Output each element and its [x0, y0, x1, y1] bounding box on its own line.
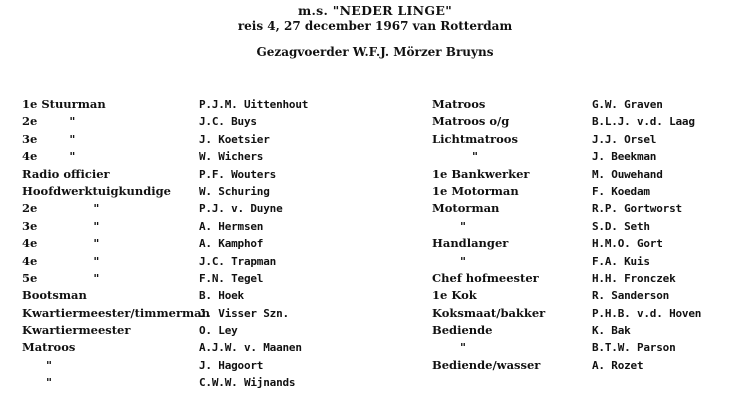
- crew-role: 1e Bankwerker: [432, 166, 530, 181]
- crew-list-left: [22, 96, 422, 392]
- crew-name: J. Beekman: [592, 150, 657, 164]
- crew-role: Kwartiermeester: [22, 323, 131, 338]
- crew-name: A.J.W. v. Maanen: [199, 341, 302, 355]
- crew-role: Hoofdwerktuigkundige: [22, 183, 171, 198]
- crew-row: [22, 166, 422, 183]
- crew-row: [22, 96, 422, 113]
- crew-name: O. Ley: [199, 324, 238, 338]
- crew-name: J. Visser Szn.: [199, 306, 289, 320]
- crew-name: H.M.O. Gort: [592, 237, 663, 251]
- crew-role: Motorman: [432, 201, 500, 216]
- crew-row: [22, 305, 422, 322]
- crew-role: 2e ": [22, 201, 100, 216]
- crew-name: P.J. v. Duyne: [199, 202, 283, 216]
- crew-role: Radio officier: [22, 166, 110, 181]
- crew-role: ": [22, 357, 53, 372]
- crew-name: K. Bak: [592, 324, 631, 338]
- crew-row: [22, 357, 422, 374]
- crew-name: J. Hagoort: [199, 358, 264, 372]
- crew-row: [432, 166, 732, 183]
- crew-row: [432, 339, 732, 356]
- crew-role: Matroos: [22, 340, 76, 355]
- crew-role: ": [432, 340, 467, 355]
- voyage-line: reis 4, 27 december 1967 van Rotterdam: [237, 19, 513, 33]
- crew-role: 5e ": [22, 270, 100, 285]
- crew-row: [432, 131, 732, 148]
- crew-role: ": [432, 253, 467, 268]
- crew-row: [22, 270, 422, 287]
- crew-row: [432, 287, 732, 304]
- crew-role: 1e Kok: [432, 288, 477, 303]
- crew-row: [22, 339, 422, 356]
- crew-name: B. Hoek: [199, 289, 244, 303]
- crew-name: P.J.M. Uittenhout: [199, 98, 309, 111]
- crew-role: Koksmaat/bakker: [432, 305, 546, 320]
- crew-row: [432, 305, 732, 322]
- crew-name: G.W. Graven: [592, 98, 663, 111]
- crew-name: W. Wichers: [199, 150, 264, 164]
- crew-role: ": [22, 375, 53, 390]
- crew-row: [432, 183, 732, 200]
- crew-row: [432, 148, 732, 165]
- crew-name: R. Sanderson: [592, 289, 670, 303]
- crew-name: J. Koetsier: [199, 132, 270, 146]
- crew-role: Matroos: [432, 97, 486, 111]
- crew-row: [22, 131, 422, 148]
- crew-row: [22, 218, 422, 235]
- crew-row: [432, 253, 732, 270]
- crew-name: P.F. Wouters: [199, 167, 277, 181]
- crew-row: [22, 253, 422, 270]
- crew-role: Kwartiermeester/timmerman: [22, 305, 210, 320]
- crew-row: [22, 200, 422, 217]
- crew-row: [432, 113, 732, 130]
- crew-role: 4e ": [22, 253, 100, 268]
- crew-row: [432, 235, 732, 252]
- crew-row: [432, 96, 732, 113]
- crew-row: [22, 183, 422, 200]
- crew-role: Bootsman: [22, 288, 87, 303]
- crew-name: J.C. Trapman: [199, 254, 277, 268]
- crew-row: [22, 235, 422, 252]
- crew-name: A. Rozet: [592, 358, 644, 372]
- captain-line: Gezagvoerder W.F.J. Mörzer Bruyns: [256, 45, 494, 59]
- ship-name: m.s. "NEDER LINGE": [297, 3, 453, 18]
- crew-role: Bediende/wasser: [432, 357, 541, 372]
- crew-name: B.L.J. v.d. Laag: [592, 115, 695, 129]
- crew-row: [432, 200, 732, 217]
- crew-name: H.H. Fronczek: [592, 271, 676, 285]
- crew-role: 4e ": [22, 236, 100, 251]
- crew-name: J.C. Buys: [199, 115, 257, 129]
- crew-name: S.D. Seth: [592, 219, 650, 233]
- crew-role: 1e Stuurman: [22, 97, 106, 111]
- crew-name: B.T.W. Parson: [592, 341, 676, 355]
- crew-role: 3e ": [22, 131, 76, 146]
- crew-role: Chef hofmeester: [432, 270, 539, 285]
- crew-name: A. Hermsen: [199, 219, 264, 233]
- crew-row: [22, 148, 422, 165]
- crew-role: Bediende: [432, 323, 493, 338]
- crew-role: 1e Motorman: [432, 183, 519, 198]
- crew-name: F.N. Tegel: [199, 271, 264, 285]
- crew-name: F. Koedam: [592, 184, 650, 198]
- crew-name: M. Ouwehand: [592, 167, 663, 181]
- crew-role: Lichtmatroos: [432, 131, 518, 146]
- crew-row: [432, 357, 732, 374]
- crew-row: [432, 270, 732, 287]
- crew-name: A. Kamphof: [199, 237, 264, 251]
- crew-row: [22, 374, 422, 391]
- crew-role: 4e ": [22, 149, 76, 164]
- crew-row: [22, 287, 422, 304]
- crew-role: Handlanger: [432, 236, 509, 251]
- crew-role: 3e ": [22, 218, 100, 233]
- crew-role: Matroos o/g: [432, 114, 510, 129]
- crew-role: ": [432, 218, 467, 233]
- crew-role: 2e ": [22, 114, 76, 129]
- crew-row: [22, 113, 422, 130]
- crew-list-right: [432, 96, 732, 374]
- crew-role: ": [432, 149, 479, 164]
- crew-name: R.P. Gortworst: [592, 202, 682, 216]
- crew-row: [432, 322, 732, 339]
- crew-row: [22, 322, 422, 339]
- crew-name: J.J. Orsel: [592, 132, 657, 146]
- crew-name: P.H.B. v.d. Hoven: [592, 306, 702, 320]
- crew-name: C.W.W. Wijnands: [199, 376, 296, 390]
- crew-row: [432, 218, 732, 235]
- crew-name: F.A. Kuis: [592, 254, 650, 268]
- crew-name: W. Schuring: [199, 184, 270, 198]
